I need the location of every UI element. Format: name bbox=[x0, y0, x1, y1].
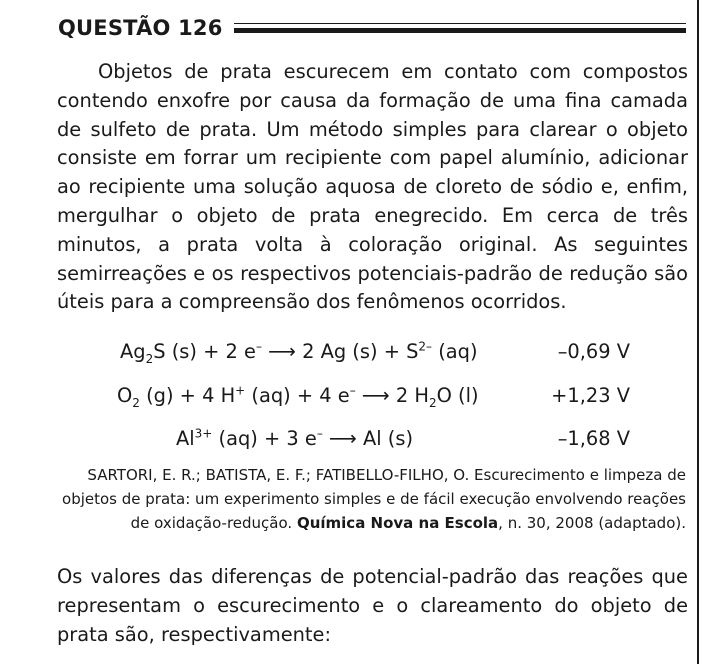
reference-tail: , n. 30, 2008 (adaptado). bbox=[498, 514, 686, 532]
potential-1: –0,69 V bbox=[557, 340, 630, 363]
reference-journal: Química Nova na Escola bbox=[296, 514, 499, 532]
question-prompt: Os valores das diferenças de potencial-padrão das reações que representam o escurecimento e o clareamento do objeto de prata são, respectivamente: bbox=[57, 565, 688, 646]
half-reaction-1: $Ag_2S$ (s) + 2 e– ⟶ 2 Ag $(s) + S^{2-}$ (aq) bbox=[120, 339, 478, 366]
source-reference bbox=[57, 463, 686, 535]
half-reaction-2: $O_2$ (g) + 4 H+ (aq) + 4 e– ⟶ 2 $H_2O$ (l) bbox=[117, 383, 479, 410]
half-reaction-3: $Al^{3+}$ (aq) + 3 e– ⟶ Al (s) bbox=[176, 426, 414, 450]
potential-3: –1,68 V bbox=[557, 427, 630, 450]
header-rule bbox=[234, 23, 686, 33]
page-column-divider bbox=[697, 0, 699, 664]
potential-2: +1,23 V bbox=[551, 384, 630, 407]
question-header bbox=[58, 14, 686, 46]
question-title: QUESTÃO 126 bbox=[58, 16, 223, 40]
reference-authors: SARTORI, E. R.; BATISTA, E. F.; FATIBELLO-FILHO, O. Escurecimento e limpeza de objetos de prata: um experimento simples e de fácil execução envolvendo reações de oxidação-redução. bbox=[62, 466, 686, 532]
question-intro: Objetos de prata escurecem em contato com compostos contendo enxofre por causa da formação de uma fina camada de sulfeto de prata. Um método simples para clarear o objeto consiste em forrar um recipiente com papel alumínio, adicionar ao recipiente uma solução aquosa de cloreto de sódio e, enfim, mergulhar o objeto de prata enegrecido. Em cerca de três minutos, a prata volta à coloração original. As seguintes semirreações e os respectivos potenciais-padrão de redução são úteis para a compreensão dos fenômenos ocorridos. bbox=[57, 60, 688, 314]
